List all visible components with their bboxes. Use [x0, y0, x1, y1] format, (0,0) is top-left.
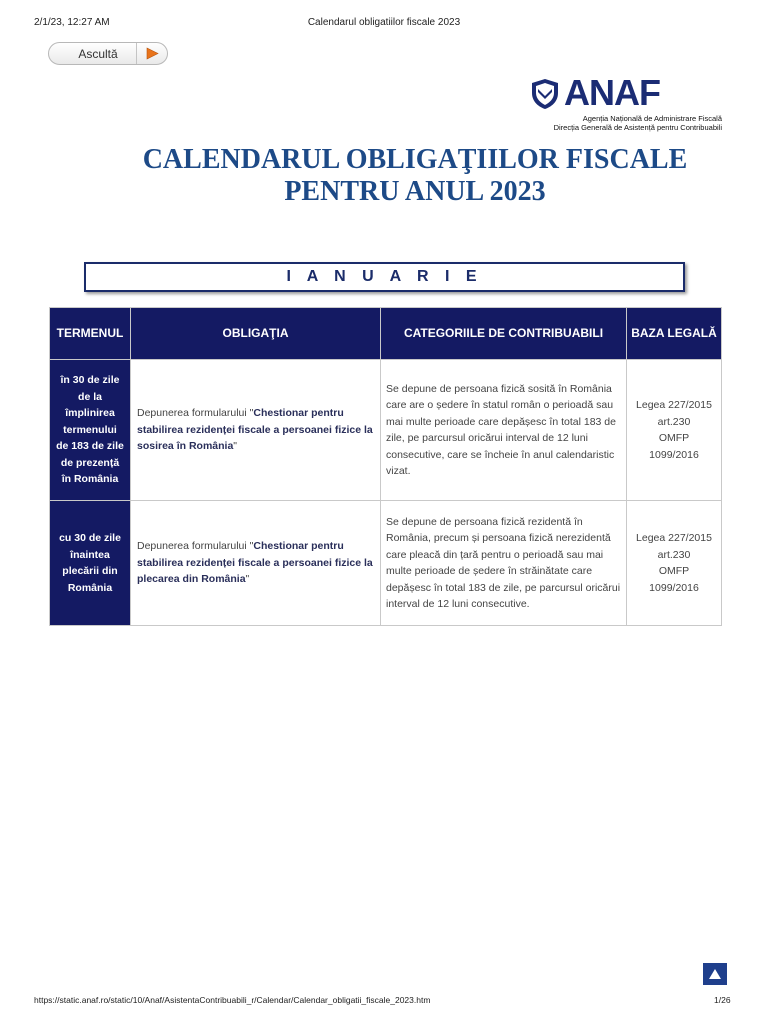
arrow-up-icon — [709, 969, 721, 979]
logo-subtitle-1: Agenția Națională de Administrare Fiscală — [582, 114, 722, 123]
obligatie-form-name: Chestionar pentru stabilirea rezidenței fiscale a persoanei fizice la plecarea din România — [137, 540, 373, 586]
obligatie-prefix: Depunerea formularului " — [137, 540, 254, 553]
categorie-cell: Se depune de persoana fizică rezidentă în România, precum și persoana fizică nerezidentă care pleacă din țară pentru o perioadă sau mai multe perioade de ședere în străinătate care depășesc în total 183 de zile, pe parcursul oricărui interval de 12 luni consecutive. — [381, 501, 627, 626]
categorie-cell: Se depune de persoana fizică sosită în România care are o ședere în statul român o perioadă sau mai multe perioade care depășesc în total 183 de zile, pe parcursul oricărui interval de 12 luni consecutive, care se încheie în anul calendaristic vizat. — [381, 360, 627, 501]
obligatie-prefix: Depunerea formularului " — [137, 407, 254, 420]
obligatie-form-name: Chestionar pentru stabilirea rezidenței fiscale a persoanei fizice la sosirea în România — [137, 407, 373, 453]
listen-label: Ascultă — [78, 47, 118, 61]
month-heading: I A N U A R I E — [84, 262, 685, 292]
obligatie-suffix: " — [245, 573, 250, 586]
back-to-top-button[interactable] — [703, 963, 727, 985]
baza-line: OMFP — [658, 432, 690, 444]
col-header-obligatia: OBLIGAŢIA — [131, 308, 381, 360]
shield-icon — [530, 78, 560, 110]
obligatie-cell — [131, 501, 381, 626]
table-row — [50, 360, 722, 501]
baza-line: Legea 227/2015 — [636, 399, 712, 411]
calendar-table — [49, 307, 722, 626]
baza-line: 1099/2016 — [649, 581, 699, 594]
table-row — [50, 501, 722, 626]
col-header-termen: TERMENUL — [50, 308, 131, 360]
listen-button[interactable] — [48, 42, 168, 65]
page-title — [90, 144, 740, 208]
baza-line: 1099/2016 — [649, 448, 699, 461]
logo-wordmark: ANAF — [564, 72, 660, 113]
termen-cell: în 30 de zile de la împlinirea termenului de 183 de zile de prezență în România — [50, 360, 131, 501]
logo-subtitle-2: Direcția Generală de Asistență pentru Contribuabili — [553, 123, 722, 132]
obligatie-cell — [131, 360, 381, 501]
page-number: 1/26 — [714, 995, 731, 1005]
print-url: https://static.anaf.ro/static/10/Anaf/AsistentaContribuabili_r/Calendar/Calendar_obligatii_fiscale_2023.htm — [34, 995, 431, 1005]
baza-line: Legea 227/2015 — [636, 532, 712, 544]
baza-line: art.230 — [657, 415, 691, 428]
termen-cell: cu 30 de zile înaintea plecării din România — [50, 501, 131, 626]
col-header-baza: BAZA LEGALĂ — [627, 308, 722, 360]
baza-legala-cell — [627, 360, 722, 501]
title-line-2: PENTRU ANUL 2023 — [284, 176, 546, 207]
baza-legala-cell — [627, 501, 722, 626]
print-doc-title: Calendarul obligatiilor fiscale 2023 — [307, 17, 461, 28]
table-header-row — [50, 308, 722, 360]
print-date: 2/1/23, 12:27 AM — [34, 17, 110, 28]
baza-line: OMFP — [658, 565, 690, 577]
col-header-categorii: CATEGORIILE DE CONTRIBUABILI — [381, 308, 627, 360]
baza-line: art.230 — [657, 548, 691, 561]
obligatie-suffix: " — [233, 440, 238, 453]
title-line-1: CALENDARUL OBLIGAŢIILOR FISCALE — [142, 144, 688, 175]
play-icon[interactable] — [136, 43, 167, 64]
anaf-logo — [528, 72, 722, 132]
print-header — [0, 17, 768, 31]
